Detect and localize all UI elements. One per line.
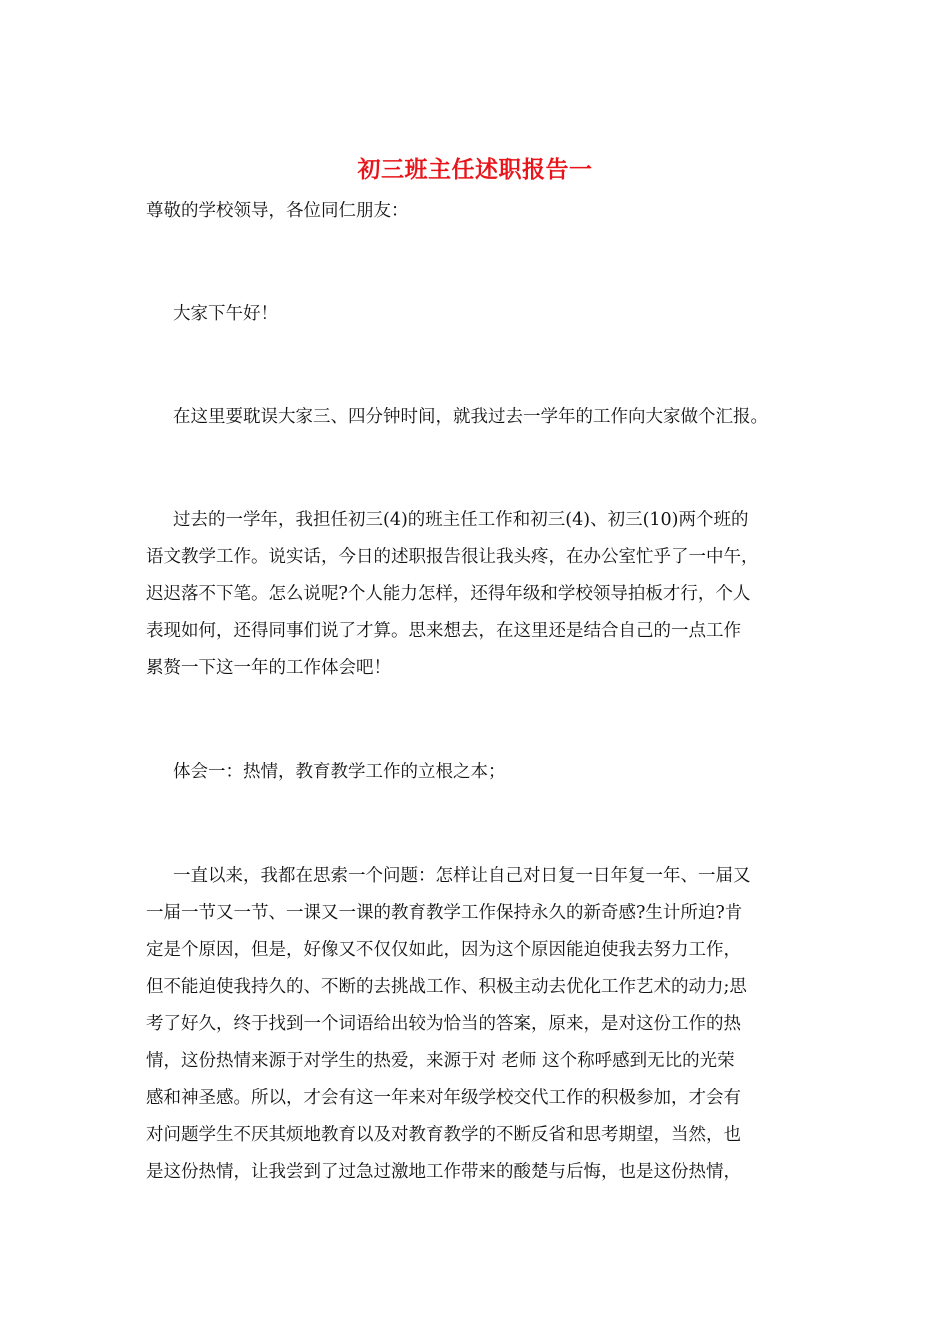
paragraph-line: 语文教学工作。说实话，今日的述职报告很让我头疼，在办公室忙乎了一中午， (146, 547, 759, 567)
paragraph-line: 情，这份热情来源于对学生的热爱，来源于对 老师 这个称呼感到无比的光荣 (146, 1051, 735, 1071)
intro-line: 在这里要耽误大家三、四分钟时间，就我过去一学年的工作向大家做个汇报。 (173, 407, 768, 427)
paragraph-line: 过去的一学年，我担任初三(4)的班主任工作和初三(4)、初三(10)两个班的 (173, 510, 749, 530)
paragraph-line: 对问题学生不厌其烦地教育以及对教育教学的不断反省和思考期望，当然，也 (146, 1125, 741, 1145)
paragraph-line: 但不能迫使我持久的、不断的去挑战工作、积极主动去优化工作艺术的动力;思 (146, 977, 747, 997)
paragraph-line: 一届一节又一节、一课又一课的教育教学工作保持永久的新奇感?生计所迫?肯 (146, 903, 743, 923)
paragraph-line: 累赘一下这一年的工作体会吧！ (146, 658, 391, 678)
paragraph-line: 迟迟落不下笔。怎么说呢?个人能力怎样，还得年级和学校领导拍板才行，个人 (146, 584, 751, 604)
paragraph-line: 是这份热情，让我尝到了过急过激地工作带来的酸楚与后悔，也是这份热情， (146, 1162, 741, 1182)
paragraph-line: 定是个原因，但是，好像又不仅仅如此，因为这个原因能迫使我去努力工作， (146, 940, 741, 960)
greeting-line: 尊敬的学校领导，各位同仁朋友： (146, 201, 409, 221)
paragraph-line: 一直以来，我都在思索一个问题：怎样让自己对日复一日年复一年、一届又 (173, 866, 751, 886)
hello-line: 大家下午好！ (173, 304, 278, 324)
document-title: 初三班主任述职报告一 (357, 156, 593, 183)
section-heading: 体会一：热情，教育教学工作的立根之本； (173, 762, 506, 782)
paragraph-line: 表现如何，还得同事们说了才算。思来想去，在这里还是结合自己的一点工作 (146, 621, 741, 641)
paragraph-line: 考了好久，终于找到一个词语给出较为恰当的答案，原来，是对这份工作的热 (146, 1014, 741, 1034)
paragraph-line: 感和神圣感。所以，才会有这一年来对年级学校交代工作的积极参加，才会有 (146, 1088, 741, 1108)
